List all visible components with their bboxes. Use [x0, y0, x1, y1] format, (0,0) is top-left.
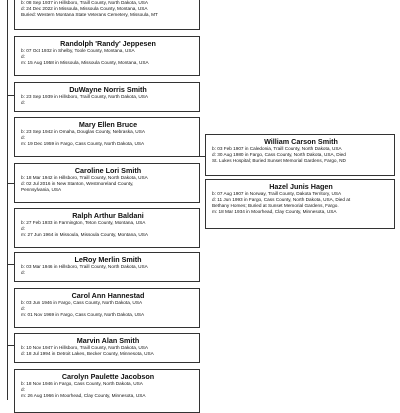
person-name: Carol Ann Hannestad: [71, 291, 145, 300]
person-detail: d:: [21, 226, 25, 231]
person-detail: Pennsylvania, USA: [21, 187, 62, 192]
person-card[interactable]: [14, 333, 200, 363]
person-card[interactable]: [205, 134, 395, 176]
person-detail: b: 07 Aug 1907 in Norway, Traill County, Dakota Territory, USA: [212, 191, 342, 196]
person-name: Hazel Junis Hagen: [269, 182, 333, 191]
person-detail: d: 18 Jul 1994 in Detroit Lakes, Becker County, Minnesota, USA: [21, 351, 154, 356]
tree-connector: [7, 183, 14, 184]
person-detail: d: 11 Jun 1993 in Fargo, Cass County, North Dakota, USA, Died at: [212, 197, 351, 202]
tree-connector: [200, 156, 205, 157]
person-card[interactable]: [14, 0, 200, 30]
person-detail: St. Lukes Hospital; Buried Sunset Memorial Gardens, Fargo, ND: [212, 158, 346, 163]
person-detail: Buried: Western Montana State Veterans Cemetery, Missoula, MT: [21, 12, 158, 17]
person-detail: d:: [21, 135, 25, 140]
person-card[interactable]: [14, 163, 200, 203]
person-card[interactable]: [14, 369, 200, 413]
person-detail: m: 01 Nov 1969 in Fargo, Cass County, North Dakota, USA: [21, 312, 145, 317]
tree-connector-vertical: [7, 0, 8, 400]
person-name: DuWayne Norris Smith: [69, 85, 147, 94]
person-name: William Carson Smith: [264, 137, 338, 146]
person-detail: b: 03 Jun 1946 in Fargo, Cass County, North Dakota, USA: [21, 300, 143, 305]
person-name: Marvin Alan Smith: [76, 336, 140, 345]
person-detail: b: 23 Sep 1942 in Omaha, Douglas County, Nebraska, USA: [21, 129, 145, 134]
person-card[interactable]: [14, 208, 200, 248]
person-detail: d: 02 Jul 2016 in New Stanton, Westmoreland County,: [21, 181, 134, 186]
person-detail: b: 03 Feb 1907 in Caledonia, Traill County, North Dakota, USA: [212, 146, 342, 151]
person-detail: b: 23 Sep 1939 in Hillsboro, Traill County, North Dakota, USA: [21, 94, 149, 99]
person-detail: d:: [21, 387, 25, 392]
person-card[interactable]: [14, 117, 200, 157]
person-detail: b: 10 Nov 1947 in Hillsboro, Traill County, North Dakota, USA: [21, 345, 149, 350]
person-detail: d:: [21, 100, 25, 105]
person-detail: b: 18 Nov 1946 in Fargo, Cass County, North Dakota, USA: [21, 381, 143, 386]
person-detail: b: 03 Mar 1946 in Hillsboro, Traill County, North Dakota, USA: [21, 264, 148, 269]
person-name: Carolyn Paulette Jacobson: [61, 372, 155, 381]
tree-connector: [7, 95, 14, 96]
person-detail: d:: [21, 306, 25, 311]
person-detail: m: 15 Aug 1958 in Missoula, Missoula County, Montana, USA: [21, 60, 149, 65]
person-detail: m: 19 Dec 1959 in Fargo, Cass County, North Dakota, USA: [21, 141, 145, 146]
person-detail: d: 30 Aug 1980 in Fargo, Cass County, North Dakota, USA, Died: [212, 152, 346, 157]
person-name: LeRoy Merlin Smith: [74, 255, 142, 264]
tree-connector: [7, 264, 14, 265]
person-card[interactable]: [205, 179, 395, 229]
person-detail: b: 27 Feb 1933 in Farmington, Teton County, Montana, USA: [21, 220, 146, 225]
person-detail: d:: [21, 270, 25, 275]
person-name: Caroline Lori Smith: [74, 166, 142, 175]
person-detail: m: 18 Mar 1934 in Moorhead, Clay County, Minnesota, USA: [212, 209, 337, 214]
tree-connector: [7, 345, 14, 346]
person-detail: d: 24 Dec 2022 in Missoula, Missoula County, Montana, USA: [21, 6, 148, 11]
person-detail: b: 07 Oct 1932 in Shelby, Toole County, Montana, USA: [21, 48, 135, 53]
person-detail: m: 26 Aug 1966 in Moorhead, Clay County, Minnesota, USA: [21, 393, 146, 398]
person-card[interactable]: [14, 288, 200, 328]
person-card[interactable]: [14, 252, 200, 282]
person-name: Ralph Arthur Baldani: [72, 211, 144, 220]
person-detail: b: 18 Mar 1942 in Hillsboro, Traill County, North Dakota, USA: [21, 175, 148, 180]
person-name: Mary Ellen Bruce: [78, 120, 138, 129]
person-detail: m: 27 Jun 1964 in Missoula, Missoula County, Montana, USA: [21, 232, 149, 237]
person-card[interactable]: [14, 82, 200, 112]
person-card[interactable]: [14, 36, 200, 76]
person-detail: b: 08 Sep 1937 in Hillsboro, Traill County, North Dakota, USA: [21, 0, 149, 5]
person-detail: Bethany Homes; Buried at Sunset Memorial Gardens, Fargo.: [212, 203, 339, 208]
person-name: Randolph 'Randy' Jeppesen: [60, 39, 156, 48]
person-detail: d:: [21, 54, 25, 59]
